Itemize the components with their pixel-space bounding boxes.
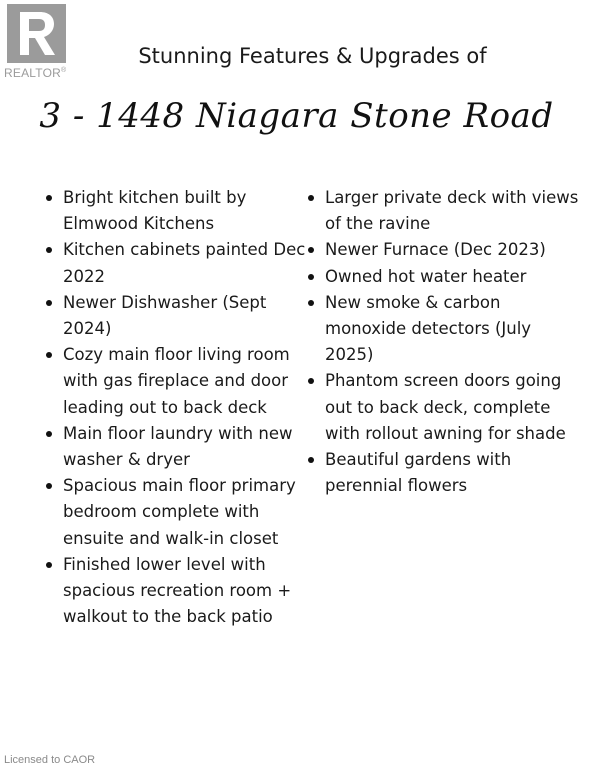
bullet-icon xyxy=(46,247,52,253)
bullet-icon xyxy=(46,562,52,568)
property-address-title: 3 - 1448 Niagara Stone Road xyxy=(39,96,554,136)
bullet-icon xyxy=(308,274,314,280)
feature-text: Kitchen cabinets painted Dec 2022 xyxy=(63,240,306,286)
license-footer: Licensed to CAOR xyxy=(4,754,96,766)
bullet-icon xyxy=(308,195,314,201)
feature-item xyxy=(44,237,306,289)
bullet-icon xyxy=(46,300,52,306)
feature-item xyxy=(306,368,584,447)
bullet-icon xyxy=(308,378,314,384)
realtor-wordmark: REALTOR® xyxy=(4,66,67,80)
feature-text: Newer Dishwasher (Sept 2024) xyxy=(63,292,267,339)
feature-text: Phantom screen doors going out to back deck, complete with rollout awning for shade xyxy=(325,371,566,443)
feature-item xyxy=(44,421,306,473)
feature-item xyxy=(44,552,306,631)
feature-item xyxy=(306,185,584,237)
bullet-icon xyxy=(46,483,52,489)
feature-item xyxy=(44,185,306,237)
bullet-icon xyxy=(308,247,314,253)
feature-text: Finished lower level with spacious recreation room + walkout to the back patio xyxy=(63,554,292,627)
features-list-right xyxy=(306,185,584,499)
feature-text: Beautiful gardens with perennial flowers xyxy=(325,450,512,496)
realtor-logo xyxy=(4,4,70,82)
feature-text: Owned hot water heater xyxy=(325,266,527,286)
feature-text: Newer Furnace (Dec 2023) xyxy=(325,240,546,260)
feature-text: Spacious main floor primary bedroom complete with ensuite and walk-in closet xyxy=(63,476,296,548)
bullet-icon xyxy=(46,431,52,437)
bullet-icon xyxy=(308,300,314,306)
feature-item xyxy=(44,473,306,552)
feature-item xyxy=(44,342,306,421)
feature-item xyxy=(306,237,584,263)
feature-item xyxy=(306,290,584,369)
feature-text: Larger private deck with views of the ravine xyxy=(325,188,579,234)
feature-text: New smoke & carbon monoxide detectors (July 2025) xyxy=(325,292,532,365)
feature-text: Bright kitchen built by Elmwood Kitchens xyxy=(63,188,247,234)
feature-item xyxy=(306,447,584,499)
feature-text: Cozy main floor living room with gas fireplace and door leading out to back deck xyxy=(63,345,290,417)
bullet-icon xyxy=(308,457,314,463)
page-subtitle: Stunning Features & Upgrades of xyxy=(138,44,487,68)
feature-item xyxy=(44,290,306,342)
bullet-icon xyxy=(46,195,52,201)
feature-item xyxy=(306,264,584,290)
features-list-left xyxy=(44,185,306,630)
feature-text: Main floor laundry with new washer & dryer xyxy=(63,423,293,470)
bullet-icon xyxy=(46,352,52,358)
